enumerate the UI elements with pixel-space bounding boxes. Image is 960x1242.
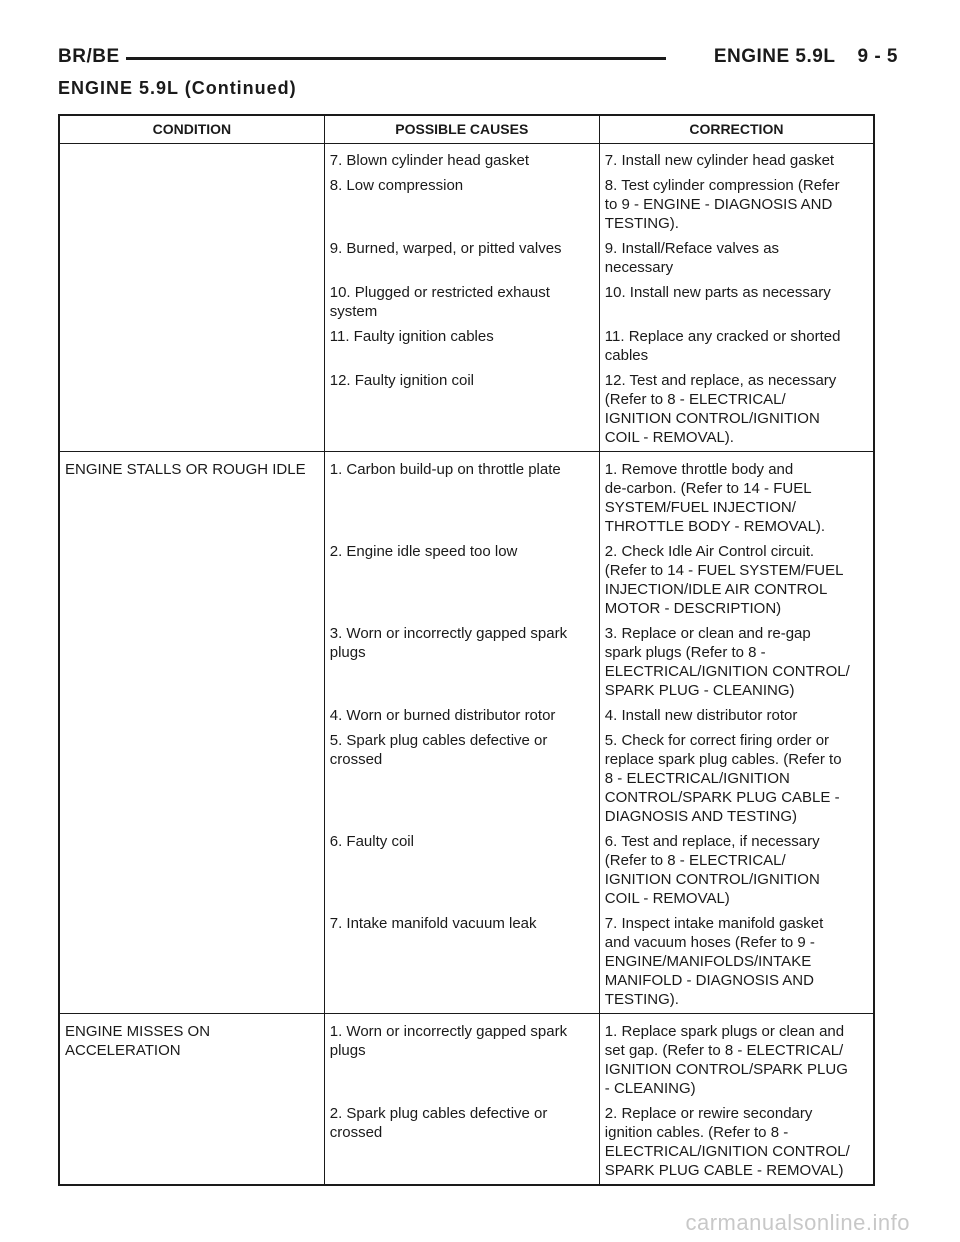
cause-cell: 11. Faulty ignition cables [324, 325, 599, 369]
correction-cell: 7. Inspect intake manifold gasket and vacuum hoses (Refer to 9 - ENGINE/MANIFOLDS/INTAKE MANIFOLD - DIAGNOSIS AND TESTING). [599, 912, 874, 1014]
table-row [59, 540, 874, 622]
cause-cell: 2. Spark plug cables defective or crossed [324, 1102, 599, 1185]
cause-cell: 2. Engine idle speed too low [324, 540, 599, 622]
header-right [714, 46, 898, 68]
correction-cell: 1. Remove throttle body and de-carbon. (Refer to 14 - FUEL SYSTEM/FUEL INJECTION/ THROTTLE BODY - REMOVAL). [599, 452, 874, 541]
page-number: 9 - 5 [857, 46, 898, 67]
cause-cell: 9. Burned, warped, or pitted valves [324, 237, 599, 281]
table-row [59, 144, 874, 175]
correction-cell: 5. Check for correct firing order or replace spark plug cables. (Refer to 8 - ELECTRICAL/IGNITION CONTROL/SPARK PLUG CABLE - DIAGNOSIS AND TESTING) [599, 729, 874, 830]
table-row [59, 912, 874, 1014]
correction-cell: 1. Replace spark plugs or clean and set gap. (Refer to 8 - ELECTRICAL/ IGNITION CONTROL/SPARK PLUG - CLEANING) [599, 1014, 874, 1103]
cause-cell: 4. Worn or burned distributor rotor [324, 704, 599, 729]
correction-cell: 8. Test cylinder compression (Refer to 9 - ENGINE - DIAGNOSIS AND TESTING). [599, 174, 874, 237]
table-row [59, 830, 874, 912]
table-row [59, 325, 874, 369]
cause-cell: 1. Worn or incorrectly gapped spark plugs [324, 1014, 599, 1103]
table-row [59, 369, 874, 452]
diagnosis-table [58, 114, 875, 1186]
condition-cell [59, 369, 324, 452]
table-row [59, 1102, 874, 1185]
correction-cell: 10. Install new parts as necessary [599, 281, 874, 325]
condition-cell [59, 729, 324, 830]
cause-cell: 7. Blown cylinder head gasket [324, 144, 599, 175]
condition-cell [59, 174, 324, 237]
cause-cell: 12. Faulty ignition coil [324, 369, 599, 452]
condition-cell [59, 540, 324, 622]
header-rule [126, 57, 666, 60]
correction-cell: 9. Install/Reface valves as necessary [599, 237, 874, 281]
condition-cell [59, 325, 324, 369]
cause-cell: 1. Carbon build-up on throttle plate [324, 452, 599, 541]
condition-cell: ENGINE STALLS OR ROUGH IDLE [59, 452, 324, 541]
table-body [59, 144, 874, 1186]
table-header-row [59, 115, 874, 144]
table-row [59, 729, 874, 830]
cause-cell: 3. Worn or incorrectly gapped spark plugs [324, 622, 599, 704]
section-title: ENGINE 5.9L (Continued) [58, 78, 297, 98]
correction-cell: 6. Test and replace, if necessary (Refer to 8 - ELECTRICAL/ IGNITION CONTROL/IGNITION COIL - REMOVAL) [599, 830, 874, 912]
header-section-title: ENGINE 5.9L [713, 46, 836, 67]
cause-cell: 5. Spark plug cables defective or crossed [324, 729, 599, 830]
correction-cell: 2. Check Idle Air Control circuit. (Refer to 14 - FUEL SYSTEM/FUEL INJECTION/IDLE AIR CONTROL MOTOR - DESCRIPTION) [599, 540, 874, 622]
correction-cell: 12. Test and replace, as necessary (Refer to 8 - ELECTRICAL/ IGNITION CONTROL/IGNITION COIL - REMOVAL). [599, 369, 874, 452]
table-row [59, 704, 874, 729]
column-header-possible-causes: POSSIBLE CAUSES [324, 115, 599, 144]
correction-cell: 4. Install new distributor rotor [599, 704, 874, 729]
correction-cell: 7. Install new cylinder head gasket [599, 144, 874, 175]
table-row [59, 1014, 874, 1103]
watermark: carmanualsonline.info [685, 1210, 910, 1235]
column-header-condition: CONDITION [59, 115, 324, 144]
correction-cell: 3. Replace or clean and re-gap spark plugs (Refer to 8 - ELECTRICAL/IGNITION CONTROL/ SPARK PLUG - CLEANING) [599, 622, 874, 704]
condition-cell [59, 622, 324, 704]
condition-cell [59, 830, 324, 912]
condition-cell [59, 912, 324, 1014]
condition-cell: ENGINE MISSES ON ACCELERATION [59, 1014, 324, 1103]
cause-cell: 6. Faulty coil [324, 830, 599, 912]
condition-cell [59, 237, 324, 281]
correction-cell: 11. Replace any cracked or shorted cables [599, 325, 874, 369]
column-header-correction: CORRECTION [599, 115, 874, 144]
cause-cell: 10. Plugged or restricted exhaust system [324, 281, 599, 325]
cause-cell: 8. Low compression [324, 174, 599, 237]
condition-cell [59, 281, 324, 325]
cause-cell: 7. Intake manifold vacuum leak [324, 912, 599, 1014]
table-row [59, 281, 874, 325]
table-row [59, 237, 874, 281]
correction-cell: 2. Replace or rewire secondary ignition cables. (Refer to 8 - ELECTRICAL/IGNITION CONTROL/ SPARK PLUG CABLE - REMOVAL) [599, 1102, 874, 1185]
table-row [59, 622, 874, 704]
condition-cell [59, 1102, 324, 1185]
table-row [59, 174, 874, 237]
header-model-code: BR/BE [58, 46, 120, 67]
condition-cell [59, 704, 324, 729]
condition-cell [59, 144, 324, 175]
table-row [59, 452, 874, 541]
